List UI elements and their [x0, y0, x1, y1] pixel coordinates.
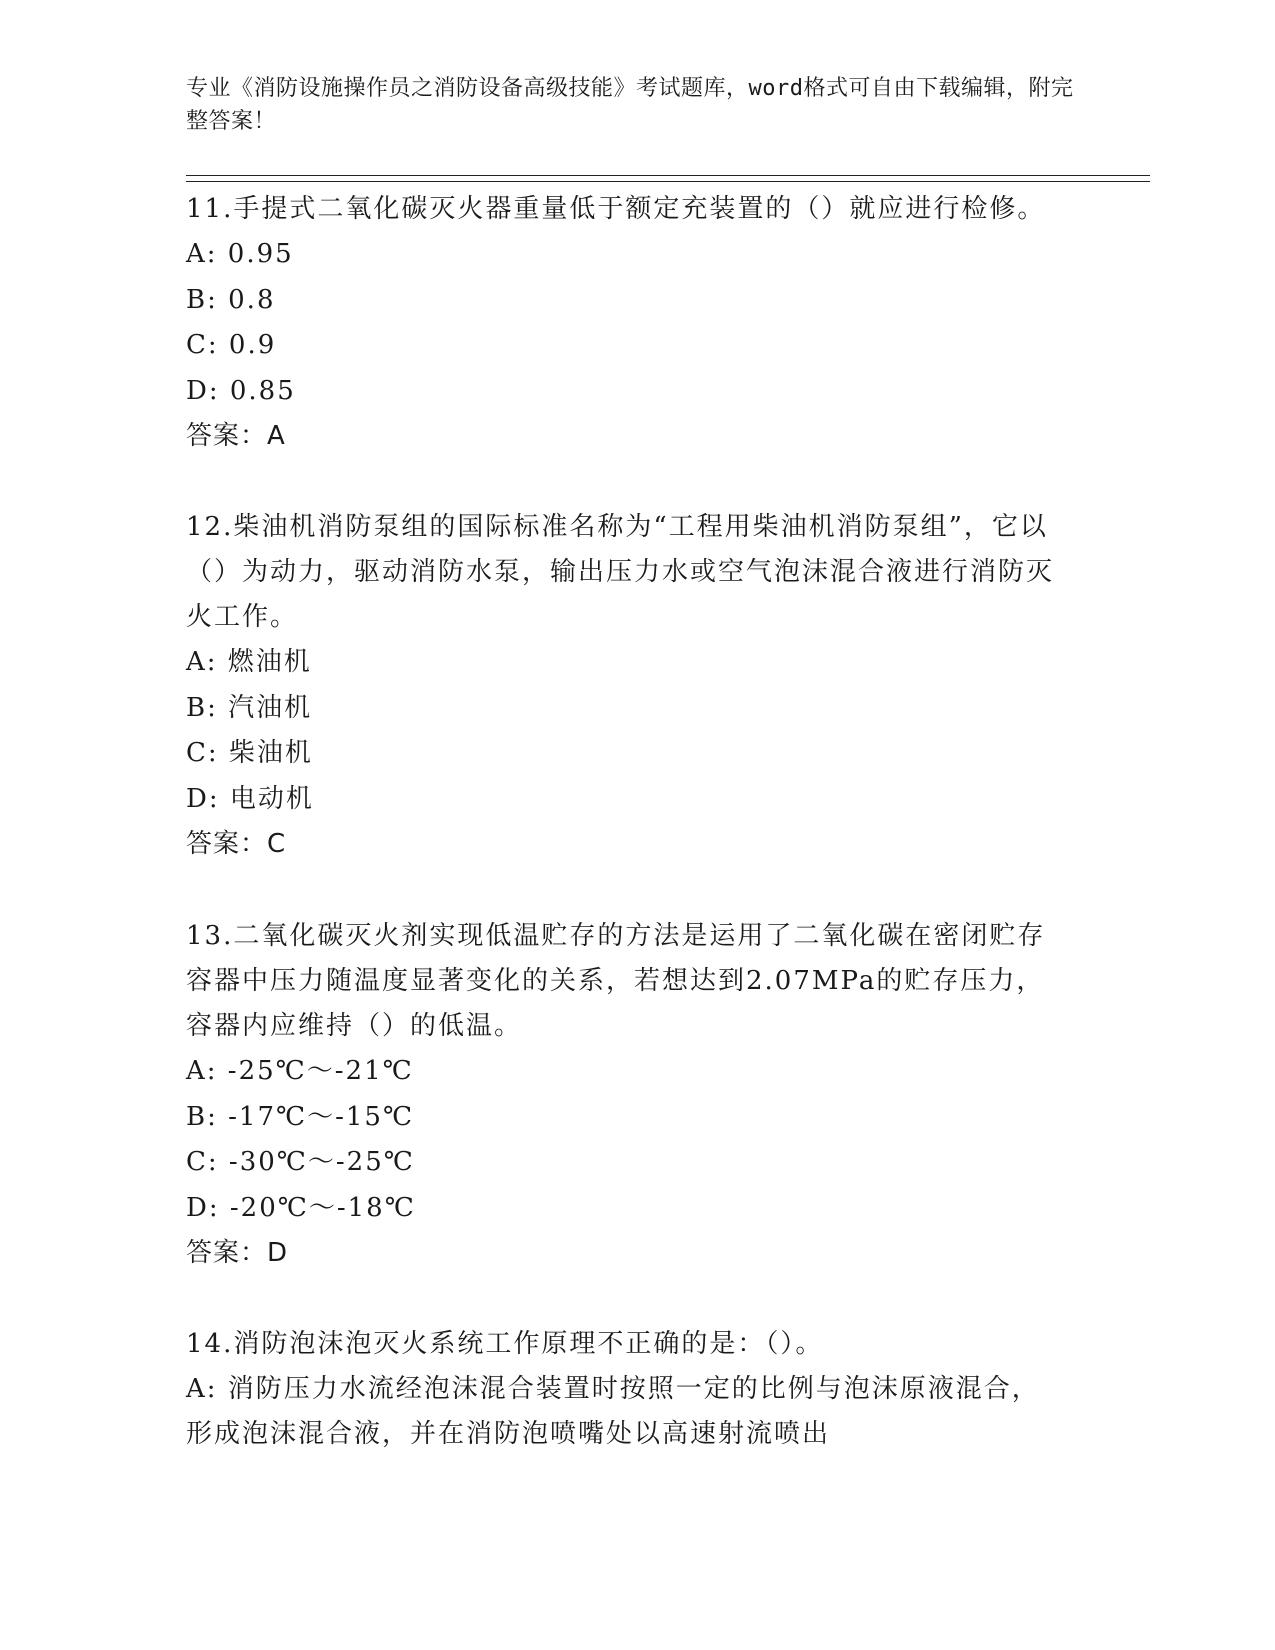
question-14 [186, 1322, 1066, 1457]
question-13 [186, 914, 1066, 1277]
option-a: A: 消防压力水流经泡沫混合装置时按照一定的比例与泡沫原液混合，形成泡沫混合液，并在消防泡喷嘴处以高速射流喷出 [186, 1374, 1040, 1449]
option-a: A: -25℃～-21℃ [186, 1056, 414, 1086]
option-d: D: -20℃～-18℃ [186, 1192, 416, 1223]
question-11 [186, 187, 1066, 460]
header-divider-bottom [186, 181, 1150, 182]
option-d: D: 电动机 [186, 783, 314, 814]
header-divider-top [186, 175, 1150, 176]
answer: 答案：A [186, 421, 286, 451]
question-stem: 13.二氧化碳灭火剂实现低温贮存的方法是运用了二氧化碳在密闭贮存容器中压力随温度显著变化的关系，若想达到2.07MPa的贮存压力，容器内应维持（）的低温。 [186, 921, 1046, 1041]
document-header: 专业《消防设施操作员之消防设备高级技能》考试题库，word格式可自由下载编辑，附完整答案！ [186, 76, 1074, 134]
question-stem: 11.手提式二氧化碳灭火器重量低于额定充装置的（）就应进行检修。 [186, 194, 1046, 224]
option-b: B: 0.8 [186, 284, 276, 315]
question-12 [186, 505, 1066, 868]
option-d: D: 0.85 [186, 375, 296, 406]
option-a: A: 燃油机 [186, 647, 312, 677]
option-a: A: 0.95 [186, 239, 294, 269]
answer: 答案：D [186, 1238, 289, 1268]
question-stem: 14.消防泡沫泡灭火系统工作原理不正确的是：（）。 [186, 1329, 824, 1359]
option-c: C: -30℃～-25℃ [186, 1147, 415, 1177]
option-b: B: -17℃～-15℃ [186, 1101, 415, 1132]
answer: 答案：C [186, 829, 287, 859]
option-b: B: 汽油机 [186, 692, 313, 723]
option-c: C: 柴油机 [186, 738, 313, 768]
option-c: C: 0.9 [186, 330, 277, 360]
question-stem: 12.柴油机消防泵组的国际标准名称为“工程用柴油机消防泵组”，它以（）为动力，驱动消防水泵，输出压力水或空气泡沫混合液进行消防灭火工作。 [186, 512, 1055, 632]
